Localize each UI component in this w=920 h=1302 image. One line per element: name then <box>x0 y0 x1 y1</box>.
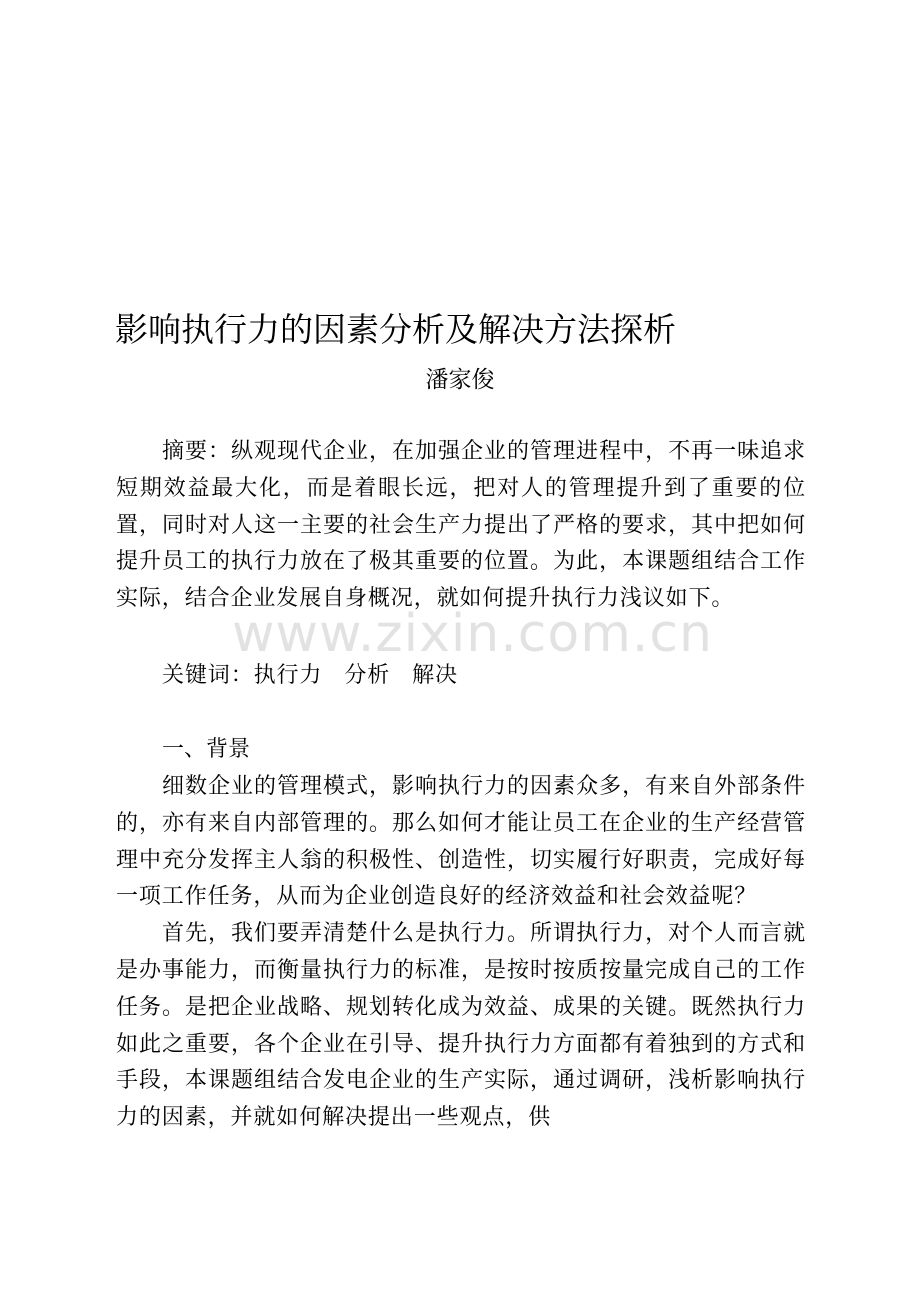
section-paragraph: 首先，我们要弄清楚什么是执行力。所谓执行力，对个人而言就是办事能力，而衡量执行力的标准，是按时按质按量完成自己的工作任务。是把企业战略、规划转化成为效益、成果的关键。既然执行力如此之重要，各个企业在引导、提升执行力方面都有着独到的方式和手段，本课题组结合发电企业的生产实际，通过调研，浅析影响执行力的因素，并就如何解决提出一些观点，供 <box>116 921 806 1131</box>
keywords-line <box>116 658 806 695</box>
abstract-block <box>116 434 806 618</box>
section-heading: 一、背景 <box>162 737 251 762</box>
document-title: 影响执行力的因素分析及解决方法探析 <box>115 310 676 349</box>
abstract-text: 纵观现代企业，在加强企业的管理进程中，不再一味追求短期效益最大化，而是着眼长远，把对人的管理提升到了重要的位置，同时对人这一主要的社会生产力提出了严格的要求，其中把如何提升员工的执行力放在了极其重要的位置。为此，本课题组结合工作实际，结合企业发展自身概况，就如何提升执行力浅议如下。 <box>116 439 806 612</box>
section-body <box>116 769 806 1137</box>
abstract-paragraph <box>116 434 806 618</box>
keyword-item: 分析 <box>344 663 391 688</box>
watermark-text: www.zixin.com.cn <box>232 604 713 664</box>
author-name: 潘家俊 <box>425 367 495 393</box>
keywords-block <box>116 658 806 695</box>
abstract-label: 摘要： <box>162 439 232 464</box>
keyword-item: 解决 <box>412 663 458 688</box>
section-paragraph: 细数企业的管理模式，影响执行力的因素众多，有来自外部条件的，亦有来自内部管理的。那么如何才能让员工在企业的生产经营管理中充分发挥主人翁的积极性、创造性，切实履行好职责，完成好每一项工作任务，从而为企业创造良好的经济效益和社会效益呢？ <box>116 774 806 910</box>
keywords-label: 关键词： <box>162 663 254 688</box>
keyword-item: 执行力 <box>253 663 323 688</box>
